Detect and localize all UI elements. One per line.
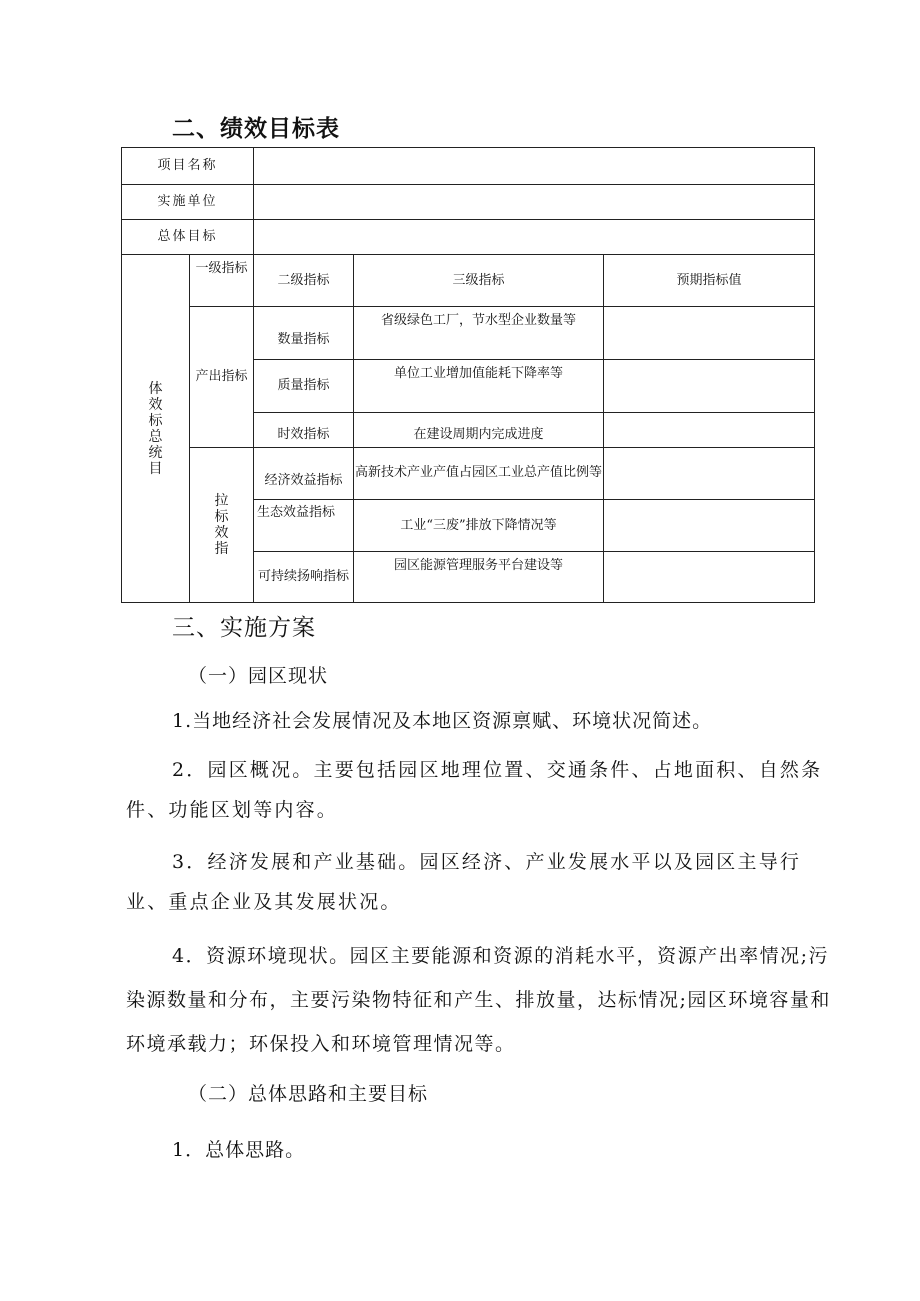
project-name-label: 项目名称 [122,148,254,185]
output-indicator-label: 产出指标 [190,307,254,448]
expected-value-cell [604,360,815,413]
subheading-park-status: （一）园区现状 [188,665,329,687]
level2-cell: 经济效益指标 [254,448,354,500]
expected-value-cell [604,552,815,603]
level3-header: 三级指标 [354,255,604,307]
table-row [122,307,815,360]
level3-cell: 在建设周期内完成进度 [354,413,604,448]
level3-cell: 省级绿色工厂，节水型企业数量等 [354,307,604,360]
expected-value-cell [604,500,815,552]
level2-cell: 时效指标 [254,413,354,448]
perf-side-label-cell [122,255,190,603]
performance-goal-table [121,147,815,603]
expected-value-cell [604,307,815,360]
section-3-title: 三、实施方案 [172,615,316,641]
paragraph-1: 1.当地经济社会发展情况及本地区资源禀赋、环境状况简述。 [172,710,713,732]
table-row [122,148,815,185]
overall-goal-label: 总体目标 [122,220,254,255]
table-row [122,448,815,500]
impl-unit-value [254,185,815,220]
level3-cell: 单位工业增加值能耗下降率等 [354,360,604,413]
level2-header: 二级指标 [254,255,354,307]
paragraph-3: 3．经济发展和产业基础。园区经济、产业发展水平以及园区主导行业、重点企业及其发展状况。 [126,851,802,913]
level2-cell: 生态效益指标 [254,500,354,552]
level3-cell: 高新技术产业产值占园区工业总产值比例等 [354,448,604,500]
level3-cell: 工业“三废”排放下降情况等 [354,500,604,552]
benefit-indicator-label: 拉标效指 [214,493,229,557]
level1-header: 一级指标 [190,255,254,307]
project-name-value [254,148,815,185]
impl-unit-label: 实施单位 [122,185,254,220]
subheading-overall-approach: （二）总体思路和主要目标 [188,1083,429,1105]
paragraph-overall-approach: 1．总体思路。 [172,1139,306,1161]
expected-value-cell [604,448,815,500]
expected-value-cell [604,413,815,448]
table-row [122,255,815,307]
section-2-title: 二、绩效目标表 [172,116,340,142]
perf-side-label: 体效标总统目 [148,380,163,477]
paragraph-2: 2．园区概况。主要包括园区地理位置、交通条件、占地面积、自然条件、功能区划等内容。 [126,759,823,821]
level2-cell: 质量指标 [254,360,354,413]
overall-goal-value [254,220,815,255]
benefit-indicator-label-cell [190,448,254,603]
paragraph-4: 4．资源环境现状。园区主要能源和资源的消耗水平，资源产出率情况;污染源数量和分布，主要污染物特征和产生、排放量，达标情况;园区环境容量和环境承载力；环保投入和环境管理情况等。 [126,945,831,1055]
expected-header: 预期指标值 [604,255,815,307]
table-row [122,220,815,255]
level2-cell: 数量指标 [254,307,354,360]
table-row [122,185,815,220]
level2-cell: 可持续扬响指标 [254,552,354,603]
level3-cell: 园区能源管理服务平台建设等 [354,552,604,603]
